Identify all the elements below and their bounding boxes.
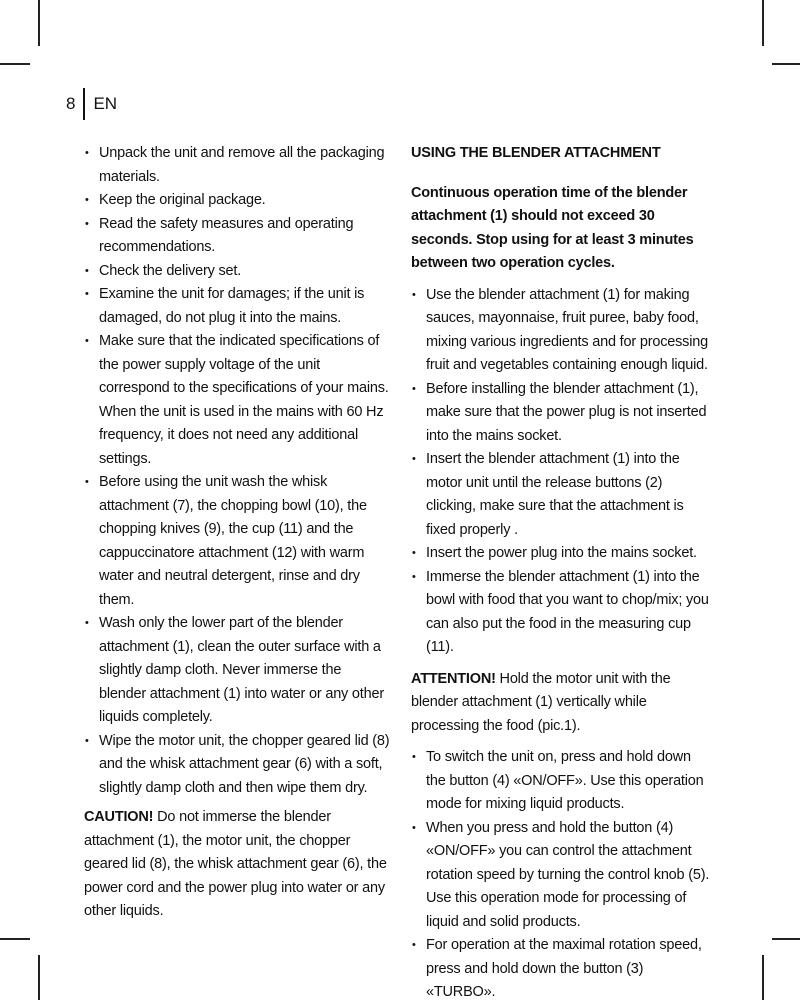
- list-item: • Check the delivery set.: [84, 260, 390, 284]
- section-heading: USING THE BLENDER ATTACHMENT: [411, 145, 661, 161]
- list-item: • Before using the unit wash the whisk attachment (7), the chopping bowl (10), the chopping knives (9), the cup (11) and the cappuccinatore attachment (12) with warm water and neutral detergent, rinse and dry them.: [84, 471, 390, 612]
- attention-paragraph: [411, 668, 714, 739]
- list-item: • Examine the unit for damages; if the unit is damaged, do not plug it into the mains.: [84, 283, 390, 330]
- left-column: [84, 142, 390, 924]
- list-item: • Use the blender attachment (1) for making sauces, mayonnaise, fruit puree, baby food, mixing various ingredients and for processing fruit and vegetables containing enough liquid.: [411, 284, 714, 378]
- crop-mark: [0, 938, 30, 940]
- caution-text: Do not immerse the blender attachment (1), the motor unit, the chopper geared lid (8), the whisk attachment gear (6), the power cord and the power plug into water or any other liquids.: [84, 809, 387, 919]
- crop-mark: [38, 955, 40, 1000]
- crop-mark: [762, 0, 764, 46]
- page-header: [66, 88, 117, 120]
- preparation-list: [84, 142, 390, 800]
- page-number: 8: [66, 94, 76, 113]
- operation-list: [411, 746, 714, 1005]
- crop-mark: [38, 0, 40, 46]
- crop-mark: [772, 938, 800, 940]
- list-item: • Read the safety measures and operating recommendations.: [84, 213, 390, 260]
- list-item: • Wash only the lower part of the blender attachment (1), clean the outer surface with a slightly damp cloth. Never immerse the blender attachment (1) into water or any other liquids completely.: [84, 612, 390, 730]
- list-item: • Unpack the unit and remove all the packaging materials.: [84, 142, 390, 189]
- attention-text: Hold the motor unit with the blender attachment (1) vertically while processing the food (pic.1).: [411, 670, 671, 734]
- list-item: • Keep the original package.: [84, 189, 390, 213]
- crop-mark: [762, 955, 764, 1000]
- usage-list: [411, 284, 714, 660]
- operation-time-warning: Continuous operation time of the blender attachment (1) should not exceed 30 seconds. Stop using for at least 3 minutes between two operation cycles.: [411, 184, 694, 271]
- list-item: • For operation at the maximal rotation speed, press and hold down the button (3) «TURBO».: [411, 934, 714, 1005]
- crop-mark: [772, 63, 800, 65]
- crop-mark: [0, 63, 30, 65]
- language-code: EN: [93, 94, 118, 113]
- list-item: • Insert the power plug into the mains socket.: [411, 542, 714, 566]
- list-item: • Insert the blender attachment (1) into the motor unit until the release buttons (2) clicking, make sure that the attachment is fixed properly .: [411, 448, 714, 542]
- list-item: • Immerse the blender attachment (1) into the bowl with food that you want to chop/mix; you can also put the food in the measuring cup (11).: [411, 566, 714, 660]
- list-item: • Before installing the blender attachment (1), make sure that the power plug is not inserted into the mains socket.: [411, 378, 714, 449]
- caution-paragraph: [84, 806, 390, 924]
- list-item: • Make sure that the indicated specifications of the power supply voltage of the unit correspond to the specifications of your mains. When the unit is used in the mains with 60 Hz frequency, it does not need any additional settings.: [84, 330, 390, 471]
- caution-label: CAUTION!: [84, 809, 154, 825]
- list-item: • When you press and hold the button (4) «ON/OFF» you can control the attachment rotation speed by turning the control knob (5). Use this operation mode for processing of liquid and solid products.: [411, 817, 714, 935]
- header-divider: [83, 88, 85, 120]
- right-column: [411, 142, 714, 1005]
- list-item: • To switch the unit on, press and hold down the button (4) «ON/OFF». Use this operation mode for mixing liquid products.: [411, 746, 714, 817]
- list-item: • Wipe the motor unit, the chopper geared lid (8) and the whisk attachment gear (6) with a soft, slightly damp cloth and then wipe them dry.: [84, 730, 390, 801]
- attention-label: ATTENTION!: [411, 670, 496, 687]
